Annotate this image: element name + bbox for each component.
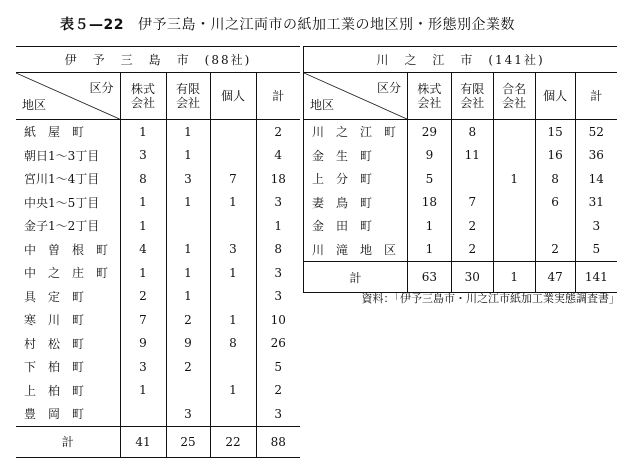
cell-kei: 1 <box>256 214 300 238</box>
cell-yugen: 2 <box>166 355 210 379</box>
cell-kei: 3 <box>256 191 300 215</box>
district-name: 宮川1～4丁目 <box>24 172 100 187</box>
table-row <box>16 214 300 238</box>
left-total-label: 計 <box>16 426 120 457</box>
cell-gomei <box>493 191 535 215</box>
cell-kei: 52 <box>575 120 617 144</box>
table-row <box>16 355 300 379</box>
cell-kei: 2 <box>256 379 300 403</box>
table-row <box>304 214 618 238</box>
cell-kabushiki: 2 <box>120 285 166 309</box>
left-total-kojin: 22 <box>210 426 256 457</box>
left-total-kei: 88 <box>256 426 300 457</box>
cell-kojin <box>210 120 256 144</box>
table-row <box>16 285 300 309</box>
cell-kojin <box>210 214 256 238</box>
cell-kojin: 6 <box>535 191 575 215</box>
cell-yugen: 9 <box>166 332 210 356</box>
cell-yugen: 1 <box>166 144 210 168</box>
table-row <box>304 144 618 168</box>
cell-kabushiki: 18 <box>407 191 451 215</box>
cell-kabushiki: 4 <box>120 238 166 262</box>
col-kojin: 個人 <box>535 73 575 120</box>
cell-kei: 3 <box>575 214 617 238</box>
cell-kojin: 15 <box>535 120 575 144</box>
table-row <box>16 238 300 262</box>
col-kabushiki: 株式 会社 <box>120 73 166 120</box>
cell-gomei <box>493 238 535 262</box>
cell-kei: 3 <box>256 261 300 285</box>
cell-kojin: 2 <box>535 238 575 262</box>
cell-kabushiki: 29 <box>407 120 451 144</box>
cell-kojin <box>210 402 256 426</box>
table-row <box>16 261 300 285</box>
chiku-label: 地区 <box>310 98 335 112</box>
iyomishima-city-header: 伊 予 三 島 市 (88社) <box>16 47 300 73</box>
right-total-gomei: 1 <box>493 262 535 293</box>
kubun-label: 区分 <box>376 81 401 95</box>
cell-kojin: 7 <box>210 167 256 191</box>
district-name: 下 柏 町 <box>24 360 85 375</box>
cell-yugen <box>166 214 210 238</box>
col-kojin: 個人 <box>210 73 256 120</box>
district-name: 金 田 町 <box>304 214 408 238</box>
col-kabushiki: 株式 会社 <box>407 73 451 120</box>
cell-yugen: 1 <box>166 238 210 262</box>
diagonal-header-cell <box>304 73 408 120</box>
cell-kojin: 3 <box>210 238 256 262</box>
col-yugen: 有限 会社 <box>166 73 210 120</box>
cell-kabushiki: 9 <box>120 332 166 356</box>
table-row <box>16 191 300 215</box>
district-name: 具 定 町 <box>24 289 85 304</box>
cell-yugen: 8 <box>451 120 493 144</box>
cell-yugen: 3 <box>166 402 210 426</box>
cell-kojin: 8 <box>210 332 256 356</box>
district-name: 金 生 町 <box>304 144 408 168</box>
table-row <box>16 144 300 168</box>
right-total-kei: 141 <box>575 262 617 293</box>
cell-kabushiki: 9 <box>407 144 451 168</box>
col-kei: 計 <box>575 73 617 120</box>
table-row <box>304 238 618 262</box>
table-row <box>16 379 300 403</box>
cell-kei: 3 <box>256 285 300 309</box>
cell-yugen: 7 <box>451 191 493 215</box>
table-number: 表５—22 <box>60 17 124 33</box>
cell-kojin <box>210 285 256 309</box>
district-name: 妻 鳥 町 <box>304 191 408 215</box>
kubun-label: 区分 <box>89 81 114 95</box>
col-kei: 計 <box>256 73 300 120</box>
cell-gomei: 1 <box>493 167 535 191</box>
district-name: 中 曽 根 町 <box>24 242 109 257</box>
right-total-label: 計 <box>304 262 408 293</box>
cell-kojin <box>210 144 256 168</box>
cell-yugen: 1 <box>166 120 210 144</box>
table-row <box>304 191 618 215</box>
cell-yugen: 1 <box>166 285 210 309</box>
cell-kei: 18 <box>256 167 300 191</box>
table-row <box>16 120 300 144</box>
cell-kabushiki: 5 <box>407 167 451 191</box>
cell-kabushiki: 3 <box>120 355 166 379</box>
cell-kojin: 16 <box>535 144 575 168</box>
district-name: 金子1～2丁目 <box>24 219 100 234</box>
cell-yugen: 11 <box>451 144 493 168</box>
cell-kojin: 8 <box>535 167 575 191</box>
cell-kei: 2 <box>256 120 300 144</box>
district-name: 豊 岡 町 <box>24 407 85 422</box>
district-name: 村 松 町 <box>24 336 85 351</box>
kawanoe-city-header: 川 之 江 市 (141社) <box>304 47 618 73</box>
col-gomei: 合名 会社 <box>493 73 535 120</box>
cell-kojin <box>210 355 256 379</box>
table-row <box>304 167 618 191</box>
cell-gomei <box>493 120 535 144</box>
cell-kei: 3 <box>256 402 300 426</box>
cell-kojin: 1 <box>210 308 256 332</box>
cell-kabushiki: 8 <box>120 167 166 191</box>
district-name: 上 柏 町 <box>24 383 85 398</box>
cell-yugen: 2 <box>451 214 493 238</box>
right-total-kojin: 47 <box>535 262 575 293</box>
cell-kabushiki: 1 <box>120 261 166 285</box>
left-total-yugen: 25 <box>166 426 210 457</box>
district-name: 中 之 庄 町 <box>24 266 109 281</box>
right-total-yugen: 30 <box>451 262 493 293</box>
cell-kabushiki <box>120 402 166 426</box>
right-total-kabushiki: 63 <box>407 262 451 293</box>
cell-kabushiki: 1 <box>120 379 166 403</box>
district-name: 上 分 町 <box>304 167 408 191</box>
cell-yugen: 1 <box>166 191 210 215</box>
table-row <box>16 308 300 332</box>
table-row <box>16 332 300 356</box>
cell-kei: 4 <box>256 144 300 168</box>
cell-kojin <box>535 214 575 238</box>
cell-kei: 31 <box>575 191 617 215</box>
table-row <box>16 402 300 426</box>
district-name: 川 之 江 町 <box>304 120 408 144</box>
cell-yugen <box>451 167 493 191</box>
cell-kojin: 1 <box>210 191 256 215</box>
cell-kabushiki: 1 <box>120 214 166 238</box>
cell-kojin: 1 <box>210 261 256 285</box>
cell-kei: 10 <box>256 308 300 332</box>
cell-kabushiki: 3 <box>120 144 166 168</box>
source-note: 資料：「伊予三島市・川之江市紙加工業実態調査書」 <box>361 292 620 305</box>
district-name: 朝日1～3丁目 <box>24 148 100 163</box>
cell-kei: 5 <box>575 238 617 262</box>
cell-gomei <box>493 144 535 168</box>
cell-kei: 14 <box>575 167 617 191</box>
kawanoe-table <box>303 46 617 293</box>
left-total-kabushiki: 41 <box>120 426 166 457</box>
cell-kabushiki: 1 <box>120 191 166 215</box>
cell-kei: 36 <box>575 144 617 168</box>
cell-yugen: 3 <box>166 167 210 191</box>
cell-kabushiki: 7 <box>120 308 166 332</box>
cell-kabushiki: 1 <box>120 120 166 144</box>
cell-kabushiki: 1 <box>407 238 451 262</box>
cell-yugen: 2 <box>166 308 210 332</box>
cell-kojin: 1 <box>210 379 256 403</box>
table-row <box>16 167 300 191</box>
chiku-label: 地区 <box>22 98 47 112</box>
cell-yugen: 2 <box>451 238 493 262</box>
cell-yugen: 1 <box>166 261 210 285</box>
cell-kei: 26 <box>256 332 300 356</box>
diagonal-header-cell <box>16 73 120 120</box>
iyomishima-table <box>16 46 300 458</box>
district-name: 中央1～5丁目 <box>24 195 100 210</box>
cell-kabushiki: 1 <box>407 214 451 238</box>
table-title <box>60 14 620 34</box>
district-name: 寒 川 町 <box>24 313 85 328</box>
cell-kei: 8 <box>256 238 300 262</box>
table-row <box>304 120 618 144</box>
district-name: 紙 屋 町 <box>24 125 85 140</box>
col-yugen: 有限 会社 <box>451 73 493 120</box>
cell-gomei <box>493 214 535 238</box>
cell-yugen <box>166 379 210 403</box>
table-caption: 伊予三島・川之江両市の紙加工業の地区別・形態別企業数 <box>137 17 515 33</box>
cell-kei: 5 <box>256 355 300 379</box>
district-name: 川 滝 地 区 <box>304 238 408 262</box>
